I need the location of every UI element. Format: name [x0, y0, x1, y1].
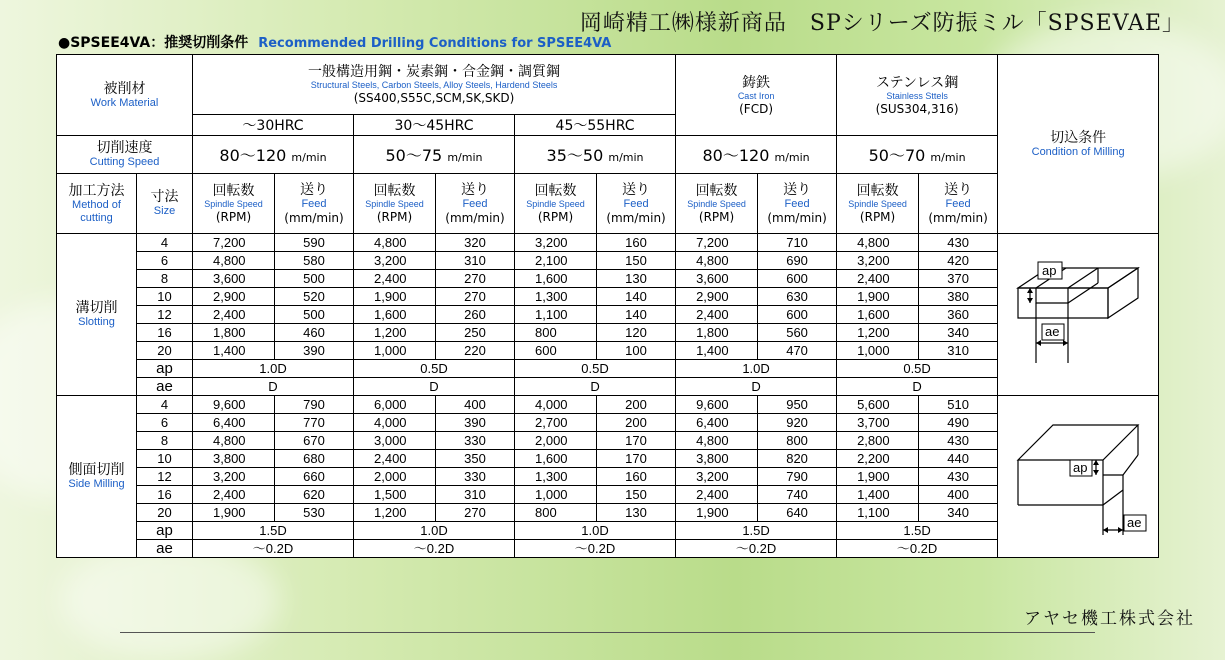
- feed-cell: 420: [919, 252, 998, 270]
- rpm-cell: 3,200: [515, 234, 597, 252]
- rpm-cell: 2,900: [676, 288, 758, 306]
- sub-header-row: [57, 174, 1159, 234]
- table-row: [57, 504, 1159, 522]
- rpm-cell: 1,100: [515, 306, 597, 324]
- stainless-header: ステンレス鋼 Stainless Sttels (SUS304,316): [837, 55, 998, 136]
- feed-cell: 170: [597, 432, 676, 450]
- side-method-label: 側面切削 Side Milling: [57, 396, 137, 558]
- rpm-cell: 3,700: [837, 414, 919, 432]
- heading-jp: ●SPSEE4VA：推奨切削条件: [58, 35, 249, 51]
- rpm-cell: 1,800: [193, 324, 275, 342]
- speed-0: 80～120 m/min: [193, 136, 354, 174]
- ae-value: D: [193, 378, 354, 396]
- rpm-cell: 4,800: [193, 252, 275, 270]
- size-cell: 6: [137, 414, 193, 432]
- size-cell: 8: [137, 432, 193, 450]
- rpm-cell: 2,400: [676, 486, 758, 504]
- rpm-cell: 9,600: [676, 396, 758, 414]
- rpm-cell: 1,200: [354, 324, 436, 342]
- ap-value: 1.5D: [837, 522, 998, 540]
- size-cell: 8: [137, 270, 193, 288]
- rpm-cell: 6,400: [676, 414, 758, 432]
- ae-value: ～0.2D: [676, 540, 837, 558]
- rpm-cell: 4,800: [837, 234, 919, 252]
- feed-cell: 430: [919, 234, 998, 252]
- rpm-cell: 2,100: [515, 252, 597, 270]
- feed-header-1: 送り Feed (mm/min): [436, 174, 515, 234]
- rpm-cell: 3,200: [676, 468, 758, 486]
- section-heading: [58, 32, 611, 52]
- rpm-header-1: 回転数 Spindle Speed (RPM): [354, 174, 436, 234]
- ae-value: D: [515, 378, 676, 396]
- rpm-cell: 1,000: [354, 342, 436, 360]
- ae-label: ae: [137, 540, 193, 558]
- rpm-cell: 3,200: [193, 468, 275, 486]
- page-title: 岡崎精工㈱様新商品 SPシリーズ防振ミル「SPSEVAE」: [579, 11, 1185, 36]
- feed-cell: 330: [436, 432, 515, 450]
- feed-cell: 490: [919, 414, 998, 432]
- feed-cell: 800: [758, 432, 837, 450]
- rpm-cell: 1,900: [354, 288, 436, 306]
- rpm-cell: 1,300: [515, 468, 597, 486]
- feed-cell: 690: [758, 252, 837, 270]
- feed-cell: 510: [919, 396, 998, 414]
- rpm-cell: 2,200: [837, 450, 919, 468]
- rpm-cell: 2,400: [193, 306, 275, 324]
- table-row: [57, 432, 1159, 450]
- feed-cell: 600: [758, 306, 837, 324]
- svg-text:ae: ae: [1045, 323, 1060, 339]
- feed-cell: 160: [597, 468, 676, 486]
- feed-cell: 460: [275, 324, 354, 342]
- rpm-cell: 1,800: [676, 324, 758, 342]
- feed-cell: 340: [919, 504, 998, 522]
- rpm-cell: 7,200: [676, 234, 758, 252]
- rpm-cell: 4,000: [354, 414, 436, 432]
- rpm-cell: 2,400: [354, 450, 436, 468]
- feed-cell: 220: [436, 342, 515, 360]
- ae-value: ～0.2D: [515, 540, 676, 558]
- heading-en: Recommended Drilling Conditions for SPSEE4VA: [258, 36, 612, 51]
- ae-value: D: [837, 378, 998, 396]
- cutting-speed-header: 切削速度 Cutting Speed: [57, 136, 193, 174]
- rpm-cell: 1,600: [515, 450, 597, 468]
- rpm-cell: 1,400: [193, 342, 275, 360]
- feed-cell: 680: [275, 450, 354, 468]
- ae-label: ae: [137, 378, 193, 396]
- feed-cell: 150: [597, 252, 676, 270]
- feed-cell: 470: [758, 342, 837, 360]
- ae-value: ～0.2D: [193, 540, 354, 558]
- feed-cell: 820: [758, 450, 837, 468]
- rpm-cell: 2,400: [837, 270, 919, 288]
- condition-header: 切込条件 Condition of Milling: [998, 55, 1159, 234]
- rpm-cell: 2,000: [354, 468, 436, 486]
- rpm-cell: 6,400: [193, 414, 275, 432]
- feed-cell: 630: [758, 288, 837, 306]
- structural-steel-header: 一般構造用鋼・炭素鋼・合金鋼・調質鋼 Structural Steels, Carbon Steels, Alloy Steels, Hardend Steels (SS400,S55C,SCM,SK,SKD): [193, 55, 676, 115]
- slotting-method-label: 溝切削 Slotting: [57, 234, 137, 396]
- rpm-cell: 1,000: [837, 342, 919, 360]
- table-row: [57, 252, 1159, 270]
- feed-cell: 330: [436, 468, 515, 486]
- speed-1: 50～75 m/min: [354, 136, 515, 174]
- rpm-cell: 1,600: [515, 270, 597, 288]
- feed-cell: 430: [919, 468, 998, 486]
- rpm-cell: 7,200: [193, 234, 275, 252]
- speed-4: 50～70 m/min: [837, 136, 998, 174]
- feed-cell: 250: [436, 324, 515, 342]
- ae-value: ～0.2D: [837, 540, 998, 558]
- ae-value: D: [676, 378, 837, 396]
- ap-value: 0.5D: [515, 360, 676, 378]
- rpm-cell: 3,000: [354, 432, 436, 450]
- conditions-table-wrapper: [56, 54, 1158, 600]
- method-header: 加工方法 Method of cutting: [57, 174, 137, 234]
- side-milling-section: [57, 396, 1159, 558]
- rpm-cell: 2,900: [193, 288, 275, 306]
- feed-header-4: 送り Feed (mm/min): [919, 174, 998, 234]
- feed-cell: 350: [436, 450, 515, 468]
- size-cell: 12: [137, 468, 193, 486]
- rpm-cell: 1,600: [837, 306, 919, 324]
- slotting-section: [57, 234, 1159, 396]
- feed-cell: 530: [275, 504, 354, 522]
- feed-cell: 310: [436, 252, 515, 270]
- table-row: [57, 486, 1159, 504]
- side-diagram-cell: [998, 396, 1159, 558]
- rpm-cell: 1,600: [354, 306, 436, 324]
- rpm-cell: 1,000: [515, 486, 597, 504]
- rpm-cell: 4,800: [676, 432, 758, 450]
- rpm-cell: 1,900: [837, 288, 919, 306]
- rpm-cell: 3,800: [193, 450, 275, 468]
- size-cell: 4: [137, 396, 193, 414]
- footer-divider: [120, 632, 1095, 633]
- rpm-cell: 800: [515, 504, 597, 522]
- rpm-header-4: 回転数 Spindle Speed (RPM): [837, 174, 919, 234]
- size-cell: 10: [137, 450, 193, 468]
- ap-label: ap: [137, 360, 193, 378]
- feed-header-3: 送り Feed (mm/min): [758, 174, 837, 234]
- table-row: [57, 414, 1159, 432]
- feed-cell: 130: [597, 504, 676, 522]
- feed-cell: 710: [758, 234, 837, 252]
- table-row: [57, 450, 1159, 468]
- feed-cell: 400: [436, 396, 515, 414]
- size-cell: 6: [137, 252, 193, 270]
- side-milling-diagram: [1008, 405, 1148, 545]
- rpm-cell: 2,700: [515, 414, 597, 432]
- rpm-cell: 4,800: [193, 432, 275, 450]
- rpm-cell: 1,900: [676, 504, 758, 522]
- size-cell: 4: [137, 234, 193, 252]
- rpm-cell: 1,100: [837, 504, 919, 522]
- feed-cell: 140: [597, 288, 676, 306]
- feed-cell: 390: [275, 342, 354, 360]
- feed-cell: 620: [275, 486, 354, 504]
- feed-cell: 260: [436, 306, 515, 324]
- feed-cell: 370: [919, 270, 998, 288]
- rpm-cell: 5,600: [837, 396, 919, 414]
- table-row: [57, 288, 1159, 306]
- slotting-ap-row: [57, 360, 1159, 378]
- table-row: [57, 234, 1159, 252]
- work-material-header: 被削材 Work Material: [57, 55, 193, 136]
- size-header: 寸法 Size: [137, 174, 193, 234]
- feed-cell: 120: [597, 324, 676, 342]
- feed-cell: 310: [436, 486, 515, 504]
- table-row: [57, 396, 1159, 414]
- table-row: [57, 324, 1159, 342]
- feed-cell: 580: [275, 252, 354, 270]
- rpm-cell: 2,000: [515, 432, 597, 450]
- size-cell: 20: [137, 504, 193, 522]
- table-row: [57, 342, 1159, 360]
- rpm-header-3: 回転数 Spindle Speed (RPM): [676, 174, 758, 234]
- size-cell: 20: [137, 342, 193, 360]
- feed-cell: 160: [597, 234, 676, 252]
- svg-text:ap: ap: [1042, 262, 1057, 278]
- ap-value: 1.5D: [676, 522, 837, 540]
- feed-cell: 500: [275, 306, 354, 324]
- conditions-table: [56, 54, 1159, 558]
- cast-iron-header: 鋳鉄 Cast Iron (FCD): [676, 55, 837, 136]
- feed-cell: 270: [436, 504, 515, 522]
- feed-cell: 640: [758, 504, 837, 522]
- company-name: アヤセ機工株式会社: [1024, 609, 1195, 629]
- feed-cell: 170: [597, 450, 676, 468]
- ap-value: 0.5D: [354, 360, 515, 378]
- ae-value: D: [354, 378, 515, 396]
- rpm-cell: 3,200: [837, 252, 919, 270]
- feed-cell: 790: [758, 468, 837, 486]
- rpm-cell: 1,400: [676, 342, 758, 360]
- feed-cell: 770: [275, 414, 354, 432]
- feed-cell: 790: [275, 396, 354, 414]
- hardness-0: ～30HRC: [193, 115, 354, 136]
- slotting-diagram-cell: [998, 234, 1159, 396]
- feed-cell: 670: [275, 432, 354, 450]
- rpm-cell: 9,600: [193, 396, 275, 414]
- rpm-cell: 4,800: [676, 252, 758, 270]
- feed-cell: 400: [919, 486, 998, 504]
- feed-cell: 150: [597, 486, 676, 504]
- size-cell: 16: [137, 324, 193, 342]
- rpm-cell: 3,600: [193, 270, 275, 288]
- feed-cell: 200: [597, 396, 676, 414]
- rpm-cell: 1,400: [837, 486, 919, 504]
- ap-value: 0.5D: [837, 360, 998, 378]
- feed-cell: 140: [597, 306, 676, 324]
- feed-cell: 310: [919, 342, 998, 360]
- rpm-cell: 1,200: [354, 504, 436, 522]
- slotting-diagram: [1008, 243, 1148, 383]
- rpm-cell: 800: [515, 324, 597, 342]
- feed-cell: 200: [597, 414, 676, 432]
- slotting-ae-row: [57, 378, 1159, 396]
- feed-cell: 440: [919, 450, 998, 468]
- feed-cell: 520: [275, 288, 354, 306]
- rpm-cell: 1,300: [515, 288, 597, 306]
- rpm-cell: 1,500: [354, 486, 436, 504]
- rpm-cell: 600: [515, 342, 597, 360]
- table-row: [57, 468, 1159, 486]
- ap-value: 1.0D: [676, 360, 837, 378]
- feed-cell: 360: [919, 306, 998, 324]
- rpm-cell: 4,000: [515, 396, 597, 414]
- feed-cell: 320: [436, 234, 515, 252]
- size-cell: 16: [137, 486, 193, 504]
- feed-cell: 380: [919, 288, 998, 306]
- feed-cell: 600: [758, 270, 837, 288]
- feed-header-0: 送り Feed (mm/min): [275, 174, 354, 234]
- rpm-cell: 1,900: [193, 504, 275, 522]
- rpm-cell: 1,900: [837, 468, 919, 486]
- rpm-header-2: 回転数 Spindle Speed (RPM): [515, 174, 597, 234]
- svg-text:ae: ae: [1127, 514, 1142, 530]
- speed-2: 35～50 m/min: [515, 136, 676, 174]
- ap-value: 1.5D: [193, 522, 354, 540]
- feed-cell: 130: [597, 270, 676, 288]
- hardness-1: 30～45HRC: [354, 115, 515, 136]
- ae-value: ～0.2D: [354, 540, 515, 558]
- side-ap-row: [57, 522, 1159, 540]
- svg-text:ap: ap: [1073, 459, 1088, 475]
- feed-cell: 270: [436, 270, 515, 288]
- feed-cell: 590: [275, 234, 354, 252]
- feed-header-2: 送り Feed (mm/min): [597, 174, 676, 234]
- rpm-cell: 3,800: [676, 450, 758, 468]
- side-ae-row: [57, 540, 1159, 558]
- rpm-cell: 6,000: [354, 396, 436, 414]
- feed-cell: 920: [758, 414, 837, 432]
- rpm-header-0: 回転数 Spindle Speed (RPM): [193, 174, 275, 234]
- rpm-cell: 2,400: [354, 270, 436, 288]
- rpm-cell: 2,400: [676, 306, 758, 324]
- speed-3: 80～120 m/min: [676, 136, 837, 174]
- ap-value: 1.0D: [354, 522, 515, 540]
- feed-cell: 270: [436, 288, 515, 306]
- ap-value: 1.0D: [515, 522, 676, 540]
- feed-cell: 340: [919, 324, 998, 342]
- ap-value: 1.0D: [193, 360, 354, 378]
- table-row: [57, 306, 1159, 324]
- feed-cell: 740: [758, 486, 837, 504]
- feed-cell: 660: [275, 468, 354, 486]
- size-cell: 10: [137, 288, 193, 306]
- feed-cell: 500: [275, 270, 354, 288]
- size-cell: 12: [137, 306, 193, 324]
- feed-cell: 560: [758, 324, 837, 342]
- rpm-cell: 2,400: [193, 486, 275, 504]
- table-row: [57, 270, 1159, 288]
- feed-cell: 430: [919, 432, 998, 450]
- ap-label: ap: [137, 522, 193, 540]
- feed-cell: 390: [436, 414, 515, 432]
- rpm-cell: 3,200: [354, 252, 436, 270]
- hardness-2: 45～55HRC: [515, 115, 676, 136]
- feed-cell: 950: [758, 396, 837, 414]
- rpm-cell: 1,200: [837, 324, 919, 342]
- rpm-cell: 3,600: [676, 270, 758, 288]
- rpm-cell: 4,800: [354, 234, 436, 252]
- feed-cell: 100: [597, 342, 676, 360]
- rpm-cell: 2,800: [837, 432, 919, 450]
